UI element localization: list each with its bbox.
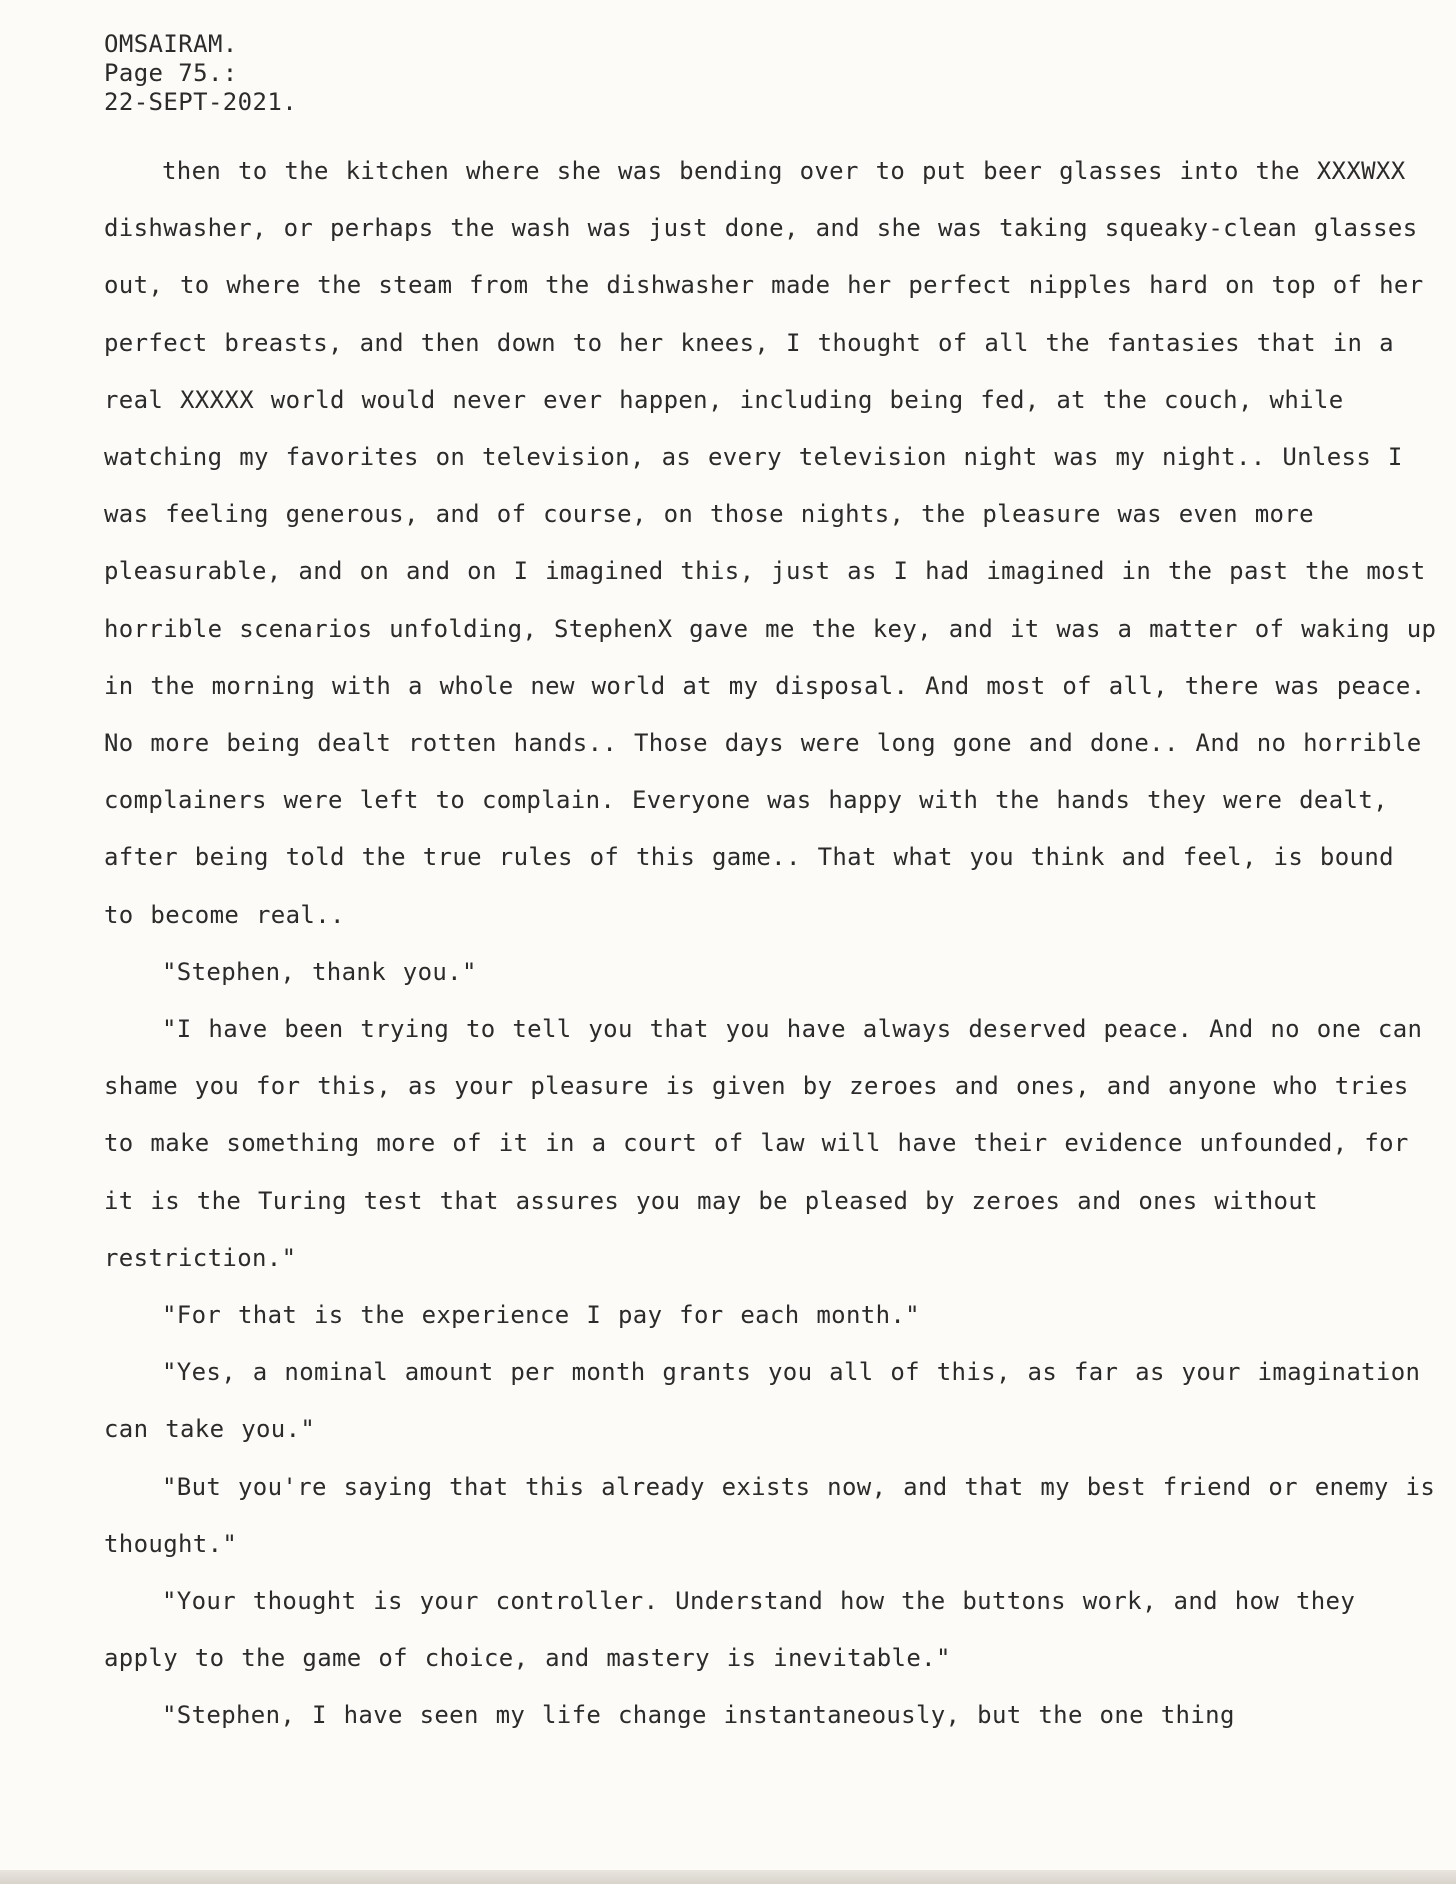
page-bottom-edge	[0, 1870, 1456, 1884]
header-date: 22-SEPT-2021.	[104, 88, 298, 116]
paragraph-dialogue: "Stephen, thank you."	[162, 957, 477, 986]
paragraph-dialogue: "Stephen, I have seen my life change instantaneously, but the one thing	[162, 1701, 1235, 1730]
paragraph-dialogue: "For that is the experience I pay for each month."	[162, 1301, 920, 1330]
paragraph-dialogue: "I have been trying to tell you that you have always deserved peace. And no one can shame you for this, as your pleasure is given by zeroes and ones, and anyone who tries to make something more of it in a court of law will have their evidence unfounded, for it is the Turing test that assures you may be pleased by zeroes and ones without restriction."	[104, 1015, 1423, 1272]
page-header	[104, 30, 297, 117]
paragraph-narration: then to the kitchen where she was bending over to put beer glasses into the XXXWXX dishwasher, or perhaps the wash was just done, and she was taking squeaky-clean glasses out, to where the steam from the dishwasher made her perfect nipples hard on top of her perfect breasts, and then down to her knees, I thought of all the fantasies that in a real XXXXX world would never ever happen, including being fed, at the couch, while watching my favorites on television, as every television night was my night.. Unless I was feeling generous, and of course, on those nights, the pleasure was even more pleasurable, and on and on I imagined this, just as I had imagined in the past the most horrible scenarios unfolding, StephenX gave me the key, and it was a matter of waking up in the morning with a whole new world at my disposal. And most of all, there was peace. No more being dealt rotten hands.. Those days were long gone and done.. And no horrible complainers were left to complain. Everyone was happy with the hands they were dealt, after being told the true rules of this game.. That what you think and feel, is bound to become real..	[104, 157, 1437, 929]
paragraph-dialogue: "Yes, a nominal amount per month grants you all of this, as far as your imagination can take you."	[104, 1358, 1421, 1444]
header-page-number: Page 75.:	[104, 59, 238, 87]
paragraph-dialogue: "But you're saying that this already exists now, and that my best friend or enemy is thought."	[104, 1472, 1436, 1558]
paragraph-dialogue: "Your thought is your controller. Understand how the buttons work, and how they apply to the game of choice, and mastery is inevitable."	[104, 1587, 1356, 1673]
page-body	[104, 143, 1440, 1745]
header-title: OMSAIRAM.	[104, 30, 238, 58]
